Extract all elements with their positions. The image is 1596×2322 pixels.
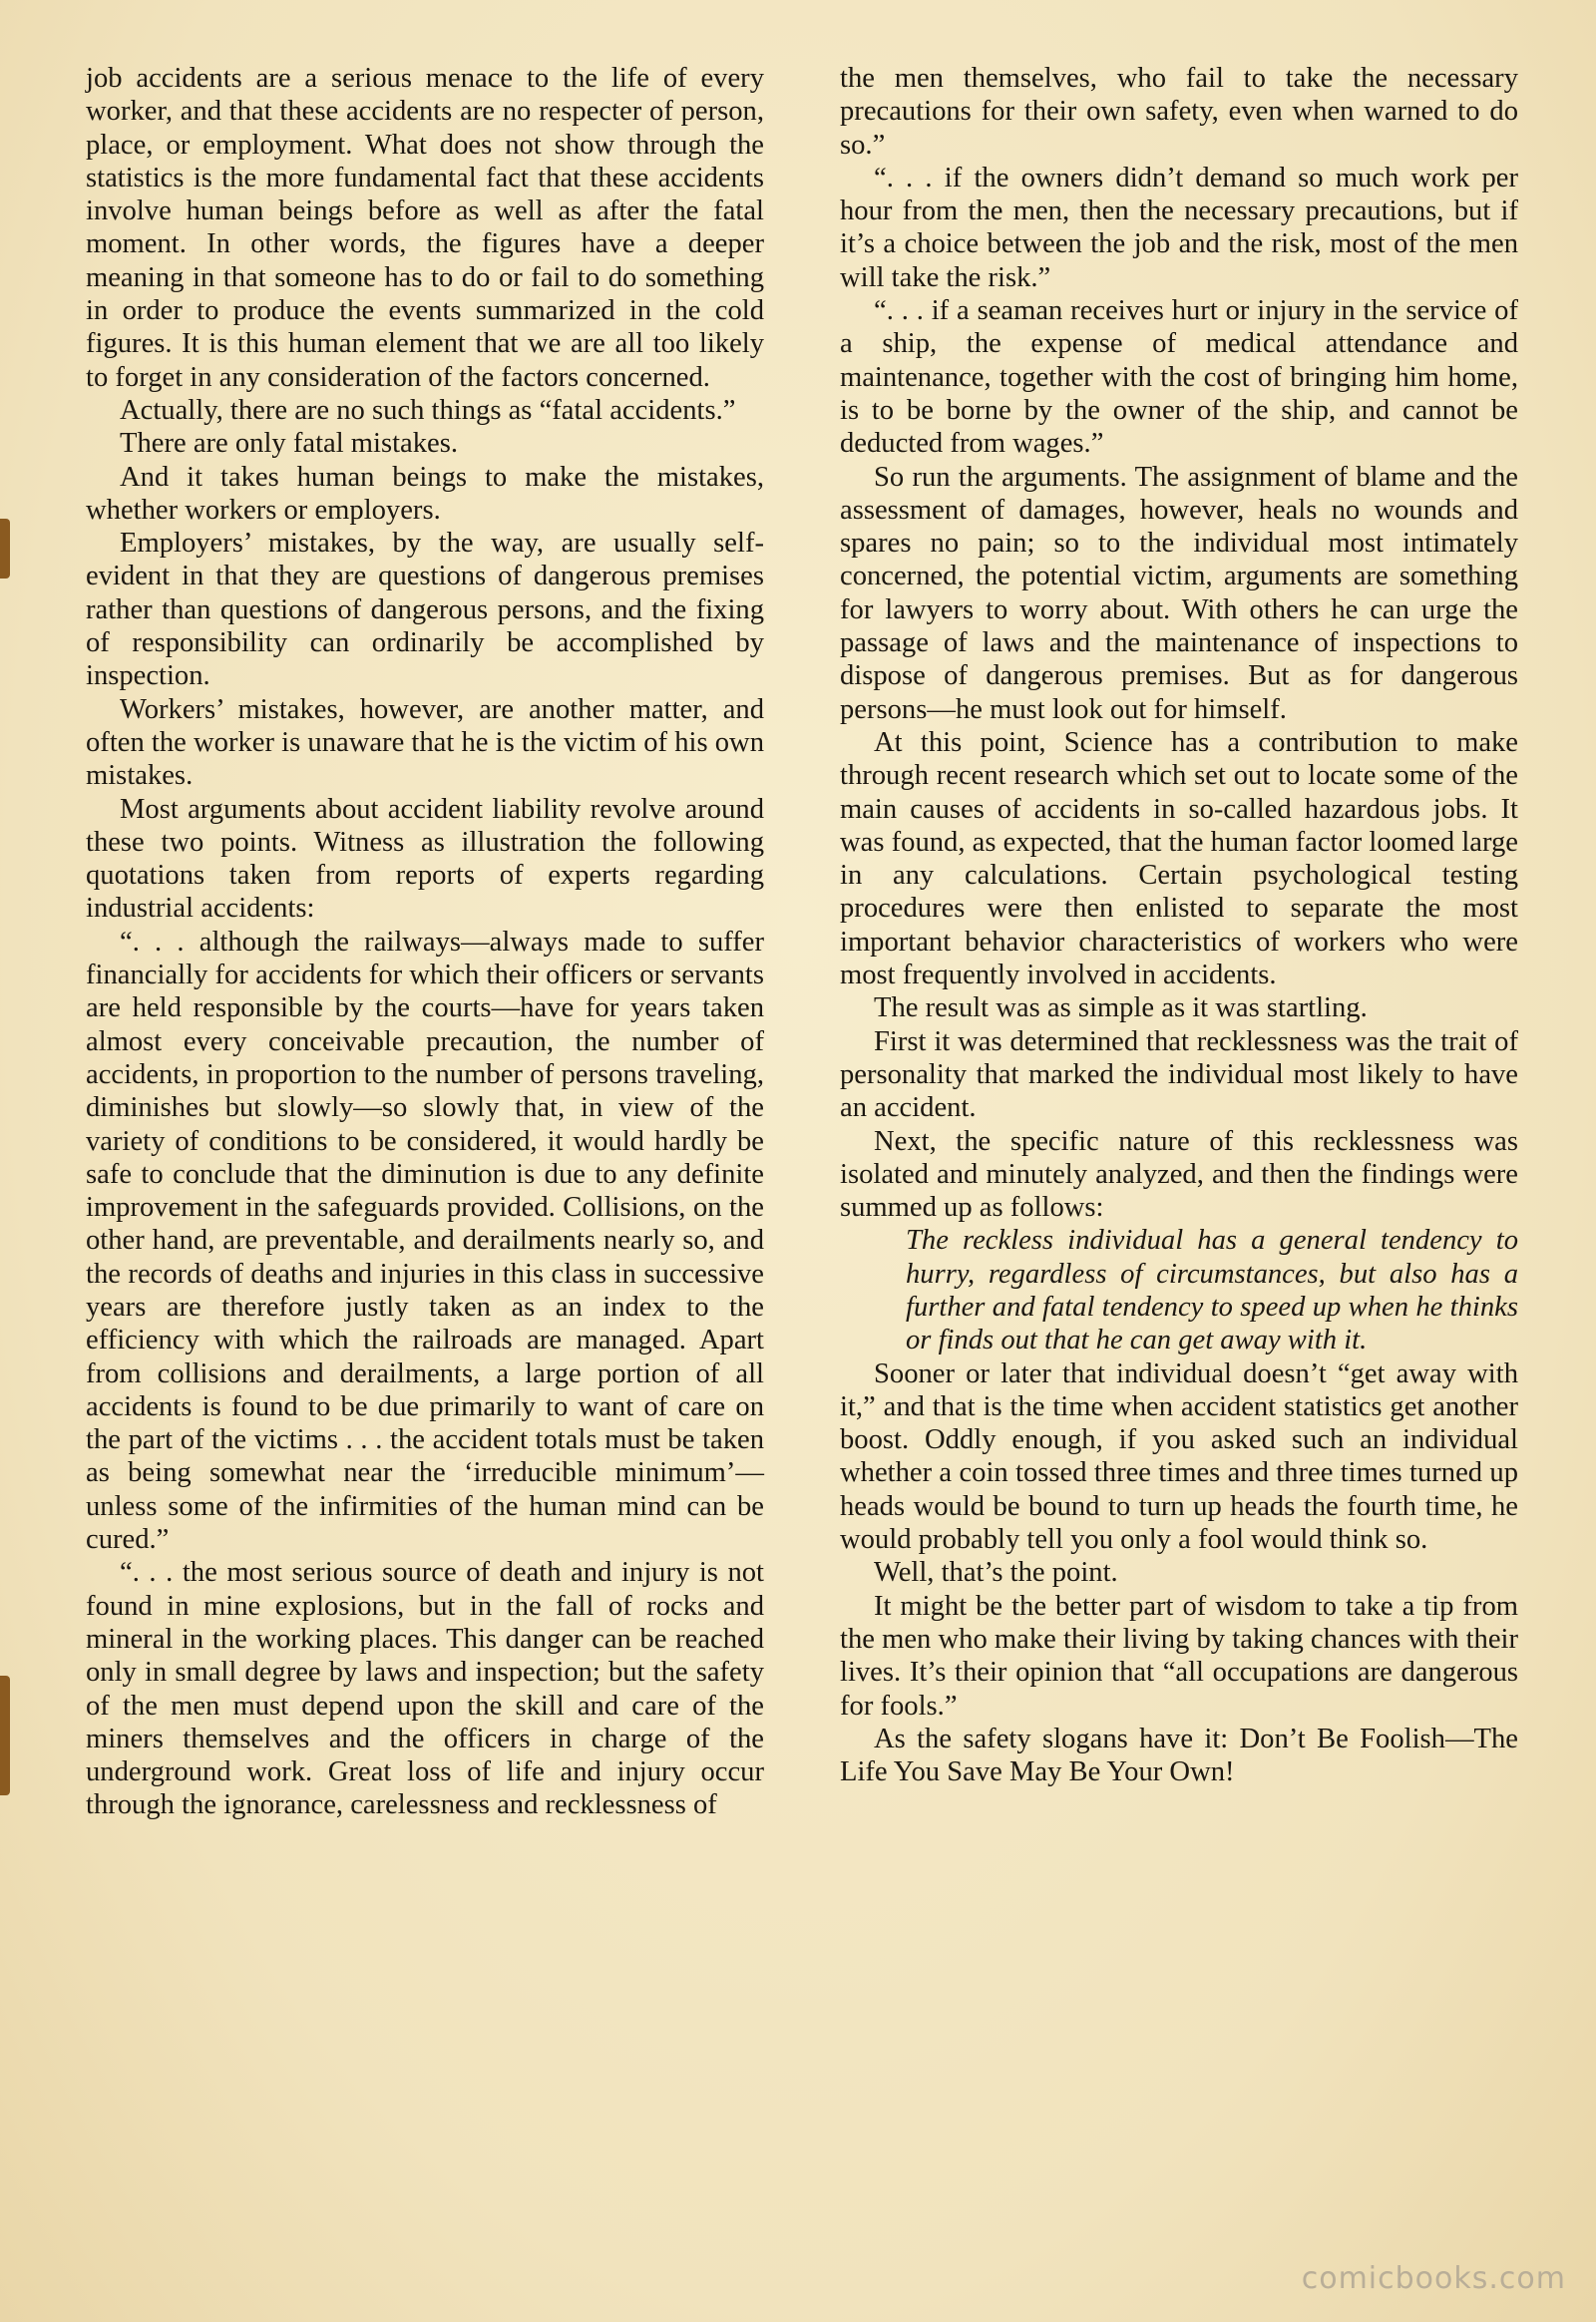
quotation-paragraph: “. . . if a seaman receives hurt or injury in the service of a ship, the expense of medical attendance and maintenance, together with the cost of bringing him home, is to be borne by the owner of the ship, and cannot be deducted from wages.”: [840, 295, 1518, 460]
paragraph: the men themselves, who fail to take the necessary precautions for their own safety, even when warned to do so.”: [840, 63, 1518, 161]
paragraph: First it was determined that recklessness was the trait of personality that marked the individual most likely to have an accident.: [840, 1025, 1518, 1124]
quotation-paragraph: “. . . the most serious source of death and injury is not found in mine explosions, but in the fall of rocks and mineral in the working places. This danger can be reached only in small degree by laws and inspection; but the safety of the men must depend upon the skill and care of the miners themselves and the officers in charge of the underground work. Great loss of life and injury occur through the ignorance, carelessness and recklessness of: [86, 1557, 764, 1821]
quotation-paragraph: “. . . if the owners didn’t demand so much work per hour from the men, then the necessary precautions, but if it’s a choice between the job and the risk, most of the men will take the risk.”: [840, 162, 1518, 293]
paragraph: Next, the specific nature of this recklessness was isolated and minutely analyzed, and then the findings were summed up as follows:: [840, 1125, 1518, 1224]
paragraph: job accidents are a serious menace to the life of every worker, and that these accidents are no respecter of person, place, or employment. What does not show through the statistics is the more fundamental fact that these accidents involve human beings before as well as after the fatal moment. In other words, the figures have a deeper meaning in that someone has to do or fail to do something in order to produce the events summarized in the cold figures. It is this human element that we are all too likely to forget in any consideration of the factors concerned.: [86, 63, 764, 393]
paragraph: It might be the better part of wisdom to take a tip from the men who make their living by taking chances with their lives. It’s their opinion that “all occupations are dangerous for fools.”: [840, 1590, 1518, 1722]
italic-quote-block: The reckless individual has a general tendency to hurry, regardless of circumstances, but also has a further and fatal tendency to speed up when he thinks or finds out that he can get away with it.: [906, 1225, 1518, 1356]
paragraph: Workers’ mistakes, however, are another matter, and often the worker is unaware that he is the victim of his own mistakes.: [86, 693, 764, 792]
site-watermark: comicbooks.com: [1301, 2261, 1566, 2296]
right-column: [840, 62, 1518, 1788]
paragraph: The result was as simple as it was startling.: [874, 992, 1368, 1024]
paragraph: Employers’ mistakes, by the way, are usually self-evident in that they are questions of dangerous premises rather than questions of dangerous persons, and the fixing of responsibility can ordinarily be accomplished by inspection.: [86, 528, 764, 692]
paragraph: So run the arguments. The assignment of blame and the assessment of damages, however, heals no wounds and spares no pain; so to the individual most intimately concerned, the potential victim, arguments are something for lawyers to worry about. With others he can urge the passage of laws and the maintenance of inspections to dispose of dangerous premises. But as for dangerous persons—he must look out for himself.: [840, 461, 1518, 725]
paragraph: Actually, there are no such things as “fatal accidents.”: [120, 394, 736, 426]
closing-paragraph: As the safety slogans have it: Don’t Be Foolish—The Life You Save May Be Your Own!: [840, 1723, 1518, 1788]
paragraph: There are only fatal mistakes.: [120, 428, 459, 460]
paragraph: Sooner or later that individual doesn’t “get away with it,” and that is the time when accident statistics get another boost. Oddly enough, if you asked such an individual whether a coin tossed three times and three times turned up heads would be bound to turn up heads the fourth time, he would probably tell you only a fool would think so.: [840, 1357, 1518, 1556]
paragraph: Well, that’s the point.: [874, 1557, 1118, 1589]
left-column: [86, 62, 764, 1822]
page-edge-stain: [0, 519, 10, 579]
paragraph: And it takes human beings to make the mistakes, whether workers or employers.: [86, 461, 764, 526]
page-edge-stain: [0, 1676, 10, 1795]
paragraph: At this point, Science has a contribution to make through recent research which set out to locate some of the main causes of accidents in so-called hazardous jobs. It was found, as expected, that the human factor loomed large in any calculations. Certain psychological testing procedures were then enlisted to separate the most important behavior characteristics of workers who were most frequently involved in accidents.: [840, 726, 1518, 991]
paragraph: Most arguments about accident liability revolve around these two points. Witness as illustration the following quotations taken from reports of experts regarding industrial accidents:: [86, 793, 764, 925]
quotation-paragraph: “. . . although the railways—always made to suffer financially for accidents for which their officers or servants are held responsible by the courts—have for years taken almost every conceivable precaution, the number of accidents, in proportion to the number of persons traveling, diminishes but slowly—so slowly that, in view of the variety of conditions to be considered, it would hardly be safe to conclude that the diminution is due to any definite improvement in the safeguards provided. Collisions, on the other hand, are preventable, and derailments nearly so, and the records of deaths and injuries in this class in successive years are therefore justly taken as an index to the efficiency with which the railroads are managed. Apart from collisions and derailments, a large portion of all accidents is found to be due primarily to want of care on the part of the victims . . . the accident totals must be taken as being somewhat near the ‘irreducible minimum’—unless some of the infirmities of the human mind can be cured.”: [86, 926, 764, 1556]
